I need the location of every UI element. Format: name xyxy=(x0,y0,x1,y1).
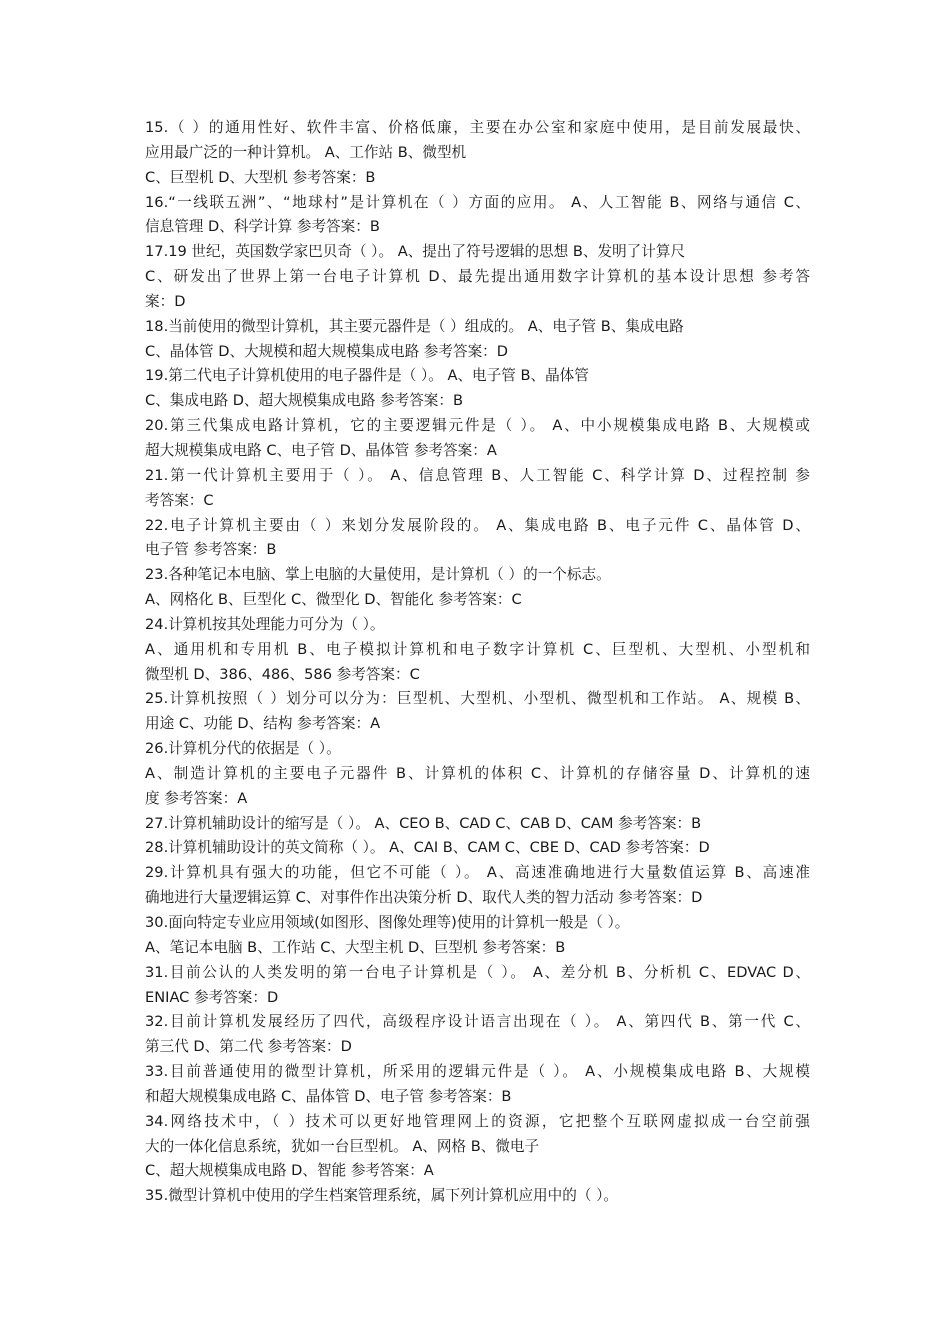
text-line: C、超大规模集成电路 D、智能 参考答案：A xyxy=(145,1162,434,1180)
text-line: 19.第二代电子计算机使用的电子器件是（ ）。 A、电子管 B、晶体管 xyxy=(145,367,589,385)
text-line: 17.19 世纪，英国数学家巴贝奇（ ）。 A、提出了符号逻辑的思想 B、发明了计算尺 xyxy=(145,243,686,261)
text-line: 第三代 D、第二代 参考答案：D xyxy=(145,1038,352,1056)
text-line: 18.当前使用的微型计算机，其主要元器件是（ ）组成的。 A、电子管 B、集成电路 xyxy=(145,317,684,335)
text-line: C、研发出了世界上第一台电子计算机 D、最先提出通用数字计算机的基本设计思想 参考答 xyxy=(145,268,810,286)
text-line: A、网格化 B、巨型化 C、微型化 D、智能化 参考答案：C xyxy=(145,591,522,609)
text-line: 电子管 参考答案：B xyxy=(145,541,277,559)
text-line: 21.第一代计算机主要用于（ ）。 A、信息管理 B、人工智能 C、科学计算 D、过程控制 参 xyxy=(145,466,810,484)
text-line: 和超大规模集成电路 C、晶体管 D、电子管 参考答案：B xyxy=(145,1087,512,1105)
text-line: 用途 C、功能 D、结构 参考答案：A xyxy=(145,715,381,733)
text-line: ENIAC 参考答案：D xyxy=(145,988,279,1006)
text-line: 28.计算机辅助设计的英文简称（ ）。 A、CAI B、CAM C、CBE D、CAD 参考答案：D xyxy=(145,839,710,857)
text-line: C、集成电路 D、超大规模集成电路 参考答案：B xyxy=(145,392,464,410)
text-line: 34.网络技术中，（ ）技术可以更好地管理网上的资源，它把整个互联网虚拟成一台空前强 xyxy=(145,1112,810,1130)
text-line: 应用最广泛的一种计算机。 A、工作站 B、微型机 xyxy=(145,143,467,161)
text-line: A、通用机和专用机 B、电子模拟计算机和电子数字计算机 C、巨型机、大型机、小型机和 xyxy=(145,640,810,658)
text-line: 32.目前计算机发展经历了四代，高级程序设计语言出现在（ ）。 A、第四代 B、第一代 C、 xyxy=(145,1013,810,1031)
text-line: 30.面向特定专业应用领域(如图形、图像处理等)使用的计算机一般是（ ）。 xyxy=(145,914,630,931)
text-line: 31.目前公认的人类发明的第一台电子计算机是（ ）。 A、差分机 B、分析机 C、EDVAC D、 xyxy=(145,963,810,981)
text-line: 22.电子计算机主要由（ ）来划分发展阶段的。 A、集成电路 B、电子元件 C、晶体管 D、 xyxy=(145,516,810,534)
text-line: C、巨型机 D、大型机 参考答案：B xyxy=(145,168,376,186)
text-line: A、笔记本电脑 B、工作站 C、大型主机 D、巨型机 参考答案：B xyxy=(145,938,566,956)
text-line: 27.计算机辅助设计的缩写是（ ）。 A、CEO B、CAD C、CAB D、CAM 参考答案：B xyxy=(145,814,702,832)
document-body xyxy=(145,116,810,1209)
text-line: 24.计算机按其处理能力可分为（ ）。 xyxy=(145,615,385,633)
text-line: 33.目前普通使用的微型计算机，所采用的逻辑元件是（ ）。 A、小规模集成电路 B、大规模 xyxy=(145,1063,810,1081)
text-line: 16.“一线联五洲”、“地球村”是计算机在（ ）方面的应用。 A、人工智能 B、网络与通信 C、 xyxy=(145,193,810,211)
text-line: 35.微型计算机中使用的学生档案管理系统，属下列计算机应用中的（ ）。 xyxy=(145,1187,618,1205)
text-line: 超大规模集成电路 C、电子管 D、晶体管 参考答案：A xyxy=(145,441,497,459)
text-line: 度 参考答案：A xyxy=(145,789,248,807)
text-line: 25.计算机按照（ ）划分可以分为：巨型机、大型机、小型机、微型机和工作站。 A、规模 B、 xyxy=(145,690,810,708)
text-line: A、制造计算机的主要电子元器件 B、计算机的体积 C、计算机的存储容量 D、计算机的速 xyxy=(145,764,810,782)
text-line: 23.各种笔记本电脑、掌上电脑的大量使用，是计算机（ ）的一个标志。 xyxy=(145,566,611,584)
text-line: 26.计算机分代的依据是（ ）。 xyxy=(145,740,341,758)
text-line: 确地进行大量逻辑运算 C、对事件作出决策分析 D、取代人类的智力活动 参考答案：D xyxy=(145,889,703,907)
text-line: 20.第三代集成电路计算机，它的主要逻辑元件是（ ）。 A、中小规模集成电路 B、大规模或 xyxy=(145,417,810,435)
text-line: 考答案：C xyxy=(145,491,214,509)
text-line: 29.计算机具有强大的功能，但它不可能（ ）。 A、高速准确地进行大量数值运算 B、高速准 xyxy=(145,864,810,882)
text-line: 微型机 D、386、486、586 参考答案：C xyxy=(145,665,420,683)
text-line: C、晶体管 D、大规模和超大规模集成电路 参考答案：D xyxy=(145,342,509,360)
text-line: 信息管理 D、科学计算 参考答案：B xyxy=(145,218,380,236)
text-line: 案：D xyxy=(145,292,186,310)
text-line: 15.（ ）的通用性好、软件丰富、价格低廉，主要在办公室和家庭中使用，是目前发展最快、 xyxy=(145,119,810,136)
text-line: 大的一体化信息系统，犹如一台巨型机。 A、网格 B、微电子 xyxy=(145,1137,540,1155)
